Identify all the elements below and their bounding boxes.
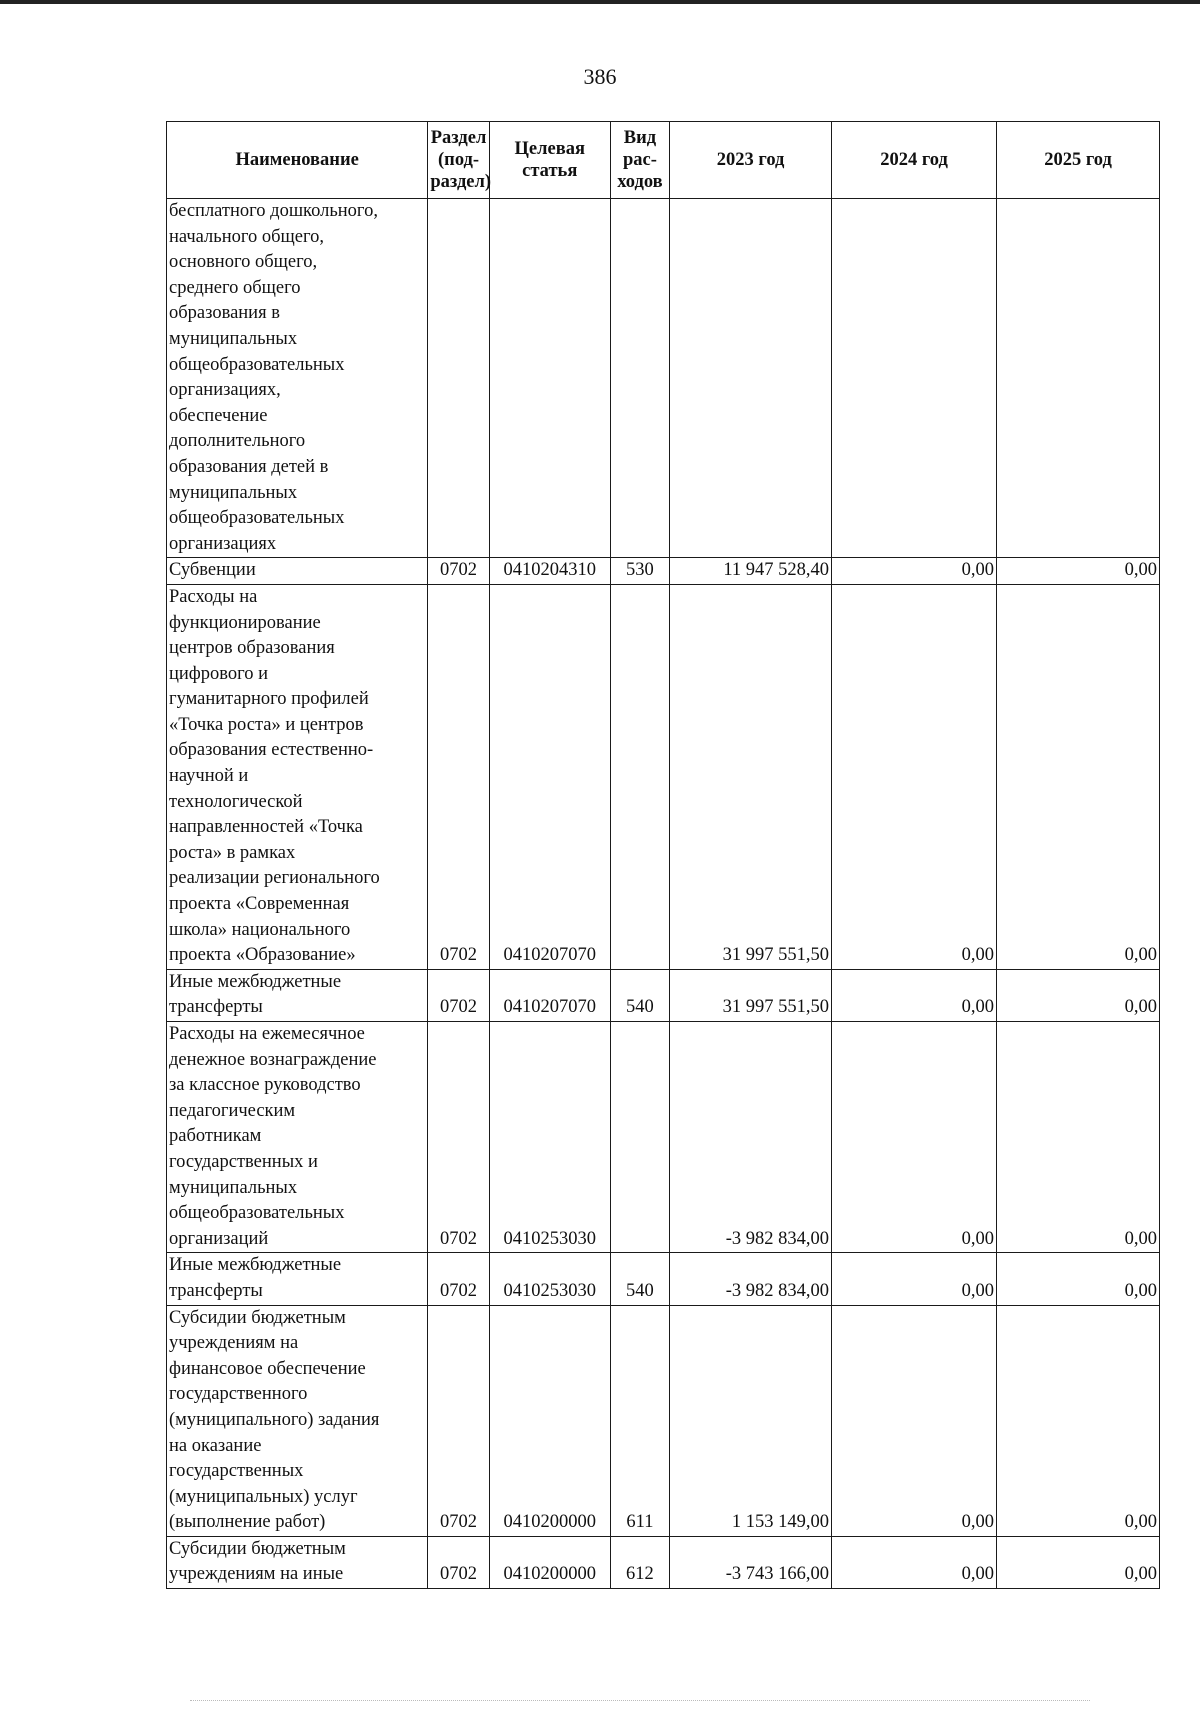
row-2025-cell: 0,00 [997, 1305, 1160, 1536]
row-type-cell [610, 584, 669, 969]
row-name-line: школа» национального [169, 919, 351, 940]
row-target-cell: 0410253030 [489, 1022, 610, 1253]
row-name-line: общеобразовательных [169, 354, 345, 375]
table-row [167, 558, 1160, 585]
header-section [428, 122, 492, 199]
row-name-line: организациях, [169, 380, 281, 401]
row-name-cell [167, 1022, 428, 1253]
row-name-line: общеобразовательных [169, 1203, 345, 1224]
row-name-cell [167, 558, 428, 585]
header-2025: 2025 год [997, 122, 1160, 199]
row-name-line: образования естественно- [169, 740, 374, 761]
row-name-line: Иные межбюджетные [169, 971, 342, 992]
row-name-line: бесплатного дошкольного, [169, 201, 378, 221]
row-name-line: организациях [169, 533, 277, 554]
row-name-line: функционирование [169, 612, 321, 633]
row-name-line: образования в [169, 303, 280, 324]
row-target-cell: 0410207070 [489, 969, 610, 1021]
row-2023-cell: 1 153 149,00 [670, 1305, 832, 1536]
row-name-line: муниципальных [169, 482, 298, 503]
row-name-line: гуманитарного профилей [169, 689, 369, 710]
row-2025-cell [997, 199, 1160, 558]
row-name-line: трансферты [169, 997, 263, 1018]
row-type-cell [610, 1022, 669, 1253]
table-row [167, 584, 1160, 969]
row-2023-cell: 31 997 551,50 [670, 584, 832, 969]
row-2024-cell: 0,00 [832, 558, 997, 585]
row-target-cell: 0410200000 [489, 1305, 610, 1536]
table-row [167, 1022, 1160, 1253]
row-name-line: (муниципальных) услуг [169, 1486, 358, 1507]
row-type-cell: 530 [610, 558, 669, 585]
scan-bottom-marks [190, 1700, 1090, 1704]
row-type-cell: 612 [610, 1536, 669, 1588]
row-name-line: Субсидии бюджетным [169, 1538, 346, 1559]
row-name-line: (муниципального) задания [169, 1409, 380, 1430]
header-2024: 2024 год [832, 122, 997, 199]
row-name-line: среднего общего [169, 277, 301, 298]
row-2024-cell: 0,00 [832, 584, 997, 969]
row-section-cell [428, 199, 489, 558]
row-name-line: Расходы на [169, 586, 258, 607]
row-name-line: проекта «Образование» [169, 945, 356, 966]
row-name-line: дополнительного [169, 431, 306, 452]
table-row [167, 199, 1160, 558]
row-name-line: Субвенции [169, 560, 256, 581]
header-target-article [489, 122, 610, 199]
row-name-line: финансовое обеспечение [169, 1358, 366, 1379]
row-2025-cell: 0,00 [997, 1253, 1160, 1305]
row-2023-cell: 31 997 551,50 [670, 969, 832, 1021]
row-name-line: денежное вознаграждение [169, 1049, 377, 1070]
table-row [167, 1536, 1160, 1588]
row-name-line: трансферты [169, 1280, 263, 1301]
row-target-cell: 0410204310 [489, 558, 610, 585]
row-section-cell: 0702 [428, 584, 489, 969]
table-body [167, 199, 1160, 1589]
row-section-cell: 0702 [428, 558, 489, 585]
row-2025-cell: 0,00 [997, 1022, 1160, 1253]
row-name-line: на оказание [169, 1435, 262, 1456]
row-name-line: государственных и [169, 1151, 318, 1172]
table-header-row [167, 122, 1160, 199]
row-name-line: технологической [169, 791, 303, 812]
row-name-line: муниципальных [169, 328, 298, 349]
header-name: Наименование [167, 122, 428, 199]
row-name-line: государственных [169, 1461, 304, 1482]
row-2023-cell: -3 743 166,00 [670, 1536, 832, 1588]
header-2023: 2023 год [670, 122, 832, 199]
row-2024-cell: 0,00 [832, 1536, 997, 1588]
row-name-line: государственного [169, 1384, 308, 1405]
header-target-line: Целевая [514, 139, 585, 159]
row-name-line: обеспечение [169, 405, 268, 426]
row-2025-cell: 0,00 [997, 558, 1160, 585]
row-name-line: учреждениям на иные [169, 1564, 344, 1585]
row-name-line: Иные межбюджетные [169, 1255, 342, 1276]
row-2023-cell: -3 982 834,00 [670, 1022, 832, 1253]
row-type-cell: 611 [610, 1305, 669, 1536]
row-name-line: начального общего, [169, 226, 324, 247]
row-2024-cell: 0,00 [832, 1305, 997, 1536]
row-target-cell: 0410253030 [489, 1253, 610, 1305]
row-2024-cell [832, 199, 997, 558]
row-target-cell [489, 199, 610, 558]
header-type-line: рас- [622, 150, 657, 170]
row-name-line: основного общего, [169, 252, 318, 273]
row-target-cell: 0410207070 [489, 584, 610, 969]
row-target-cell: 0410200000 [489, 1536, 610, 1588]
row-name-line: общеобразовательных [169, 508, 345, 529]
row-name-line: цифрового и [169, 663, 269, 684]
table-row [167, 969, 1160, 1021]
budget-table [166, 121, 1160, 1589]
table-row [167, 1305, 1160, 1536]
row-name-line: Субсидии бюджетным [169, 1307, 346, 1328]
row-section-cell: 0702 [428, 1305, 489, 1536]
row-name-line: реализации регионального [169, 868, 380, 889]
row-name-line: за классное руководство [169, 1075, 361, 1096]
row-name-line: роста» в рамках [169, 842, 296, 863]
row-name-line: направленностей «Точка [169, 817, 363, 838]
row-name-cell [167, 1536, 428, 1588]
row-section-cell: 0702 [428, 1536, 489, 1588]
row-name-line: «Точка роста» и центров [169, 714, 364, 735]
row-type-cell: 540 [610, 969, 669, 1021]
row-2025-cell: 0,00 [997, 969, 1160, 1021]
row-name-line: организаций [169, 1228, 269, 1249]
row-2023-cell [670, 199, 832, 558]
header-section-line: Раздел [430, 128, 487, 148]
header-target-line: статья [522, 161, 578, 181]
row-2024-cell: 0,00 [832, 1022, 997, 1253]
row-2024-cell: 0,00 [832, 1253, 997, 1305]
header-expense-type [610, 122, 669, 199]
row-name-line: (выполнение работ) [169, 1512, 326, 1533]
row-name-cell [167, 1253, 428, 1305]
header-type-line: Вид [623, 128, 657, 148]
row-name-cell [167, 199, 428, 558]
row-name-line: муниципальных [169, 1177, 298, 1198]
row-2023-cell: -3 982 834,00 [670, 1253, 832, 1305]
row-name-line: образования детей в [169, 456, 329, 477]
row-2025-cell: 0,00 [997, 584, 1160, 969]
row-2024-cell: 0,00 [832, 969, 997, 1021]
table-row [167, 1253, 1160, 1305]
row-2023-cell: 11 947 528,40 [670, 558, 832, 585]
row-2025-cell: 0,00 [997, 1536, 1160, 1588]
row-name-line: работникам [169, 1126, 262, 1147]
page-number: 386 [583, 64, 617, 89]
header-type-line: ходов [617, 172, 663, 192]
row-type-cell: 540 [610, 1253, 669, 1305]
row-name-line: Расходы на ежемесячное [169, 1024, 365, 1044]
row-section-cell: 0702 [428, 1253, 489, 1305]
row-section-cell: 0702 [428, 969, 489, 1021]
header-section-line: (под- [438, 150, 480, 170]
row-name-line: центров образования [169, 638, 335, 659]
row-name-cell [167, 969, 428, 1021]
row-name-line: проекта «Современная [169, 894, 350, 915]
row-type-cell [610, 199, 669, 558]
row-section-cell: 0702 [428, 1022, 489, 1253]
row-name-cell [167, 584, 428, 969]
row-name-line: учреждениям на [169, 1333, 299, 1354]
row-name-line: научной и [169, 766, 249, 787]
row-name-line: педагогическим [169, 1100, 296, 1121]
row-name-cell [167, 1305, 428, 1536]
header-section-line: раздел) [430, 172, 492, 192]
scan-edge-line [0, 0, 1200, 4]
